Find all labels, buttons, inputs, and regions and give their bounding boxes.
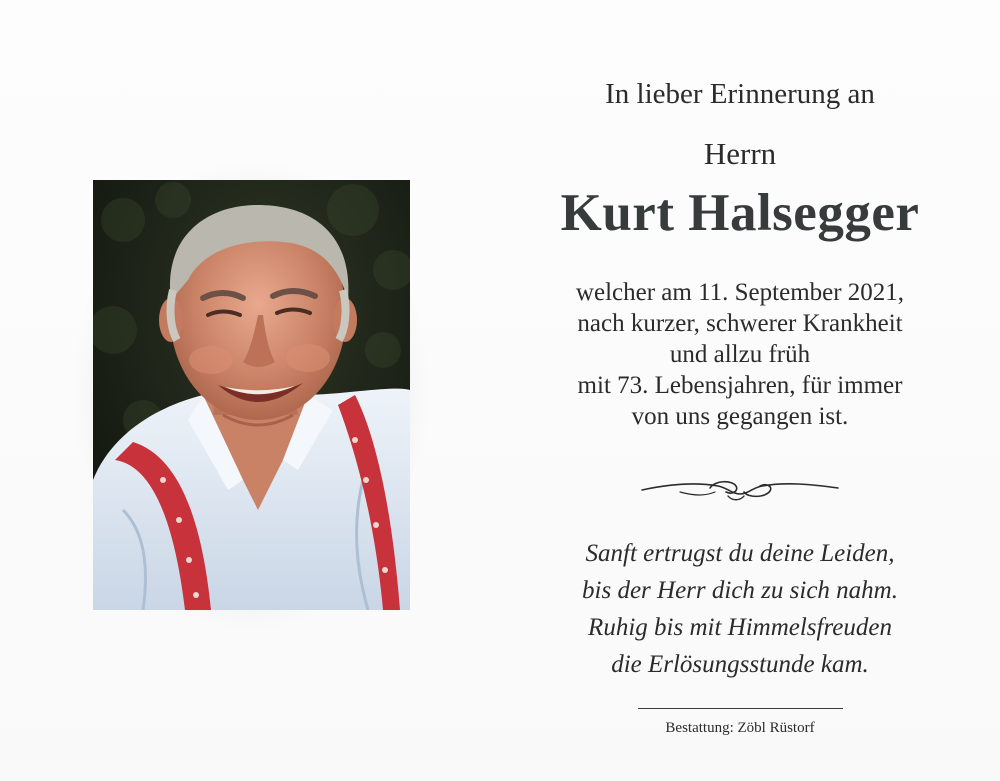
poem-line: die Erlösungsstunde kam. bbox=[611, 651, 869, 678]
deceased-name: Kurt Halsegger bbox=[560, 184, 920, 242]
flourish-divider-icon bbox=[640, 474, 840, 504]
poem-line: bis der Herr dich zu sich nahm. bbox=[582, 577, 898, 604]
poem-line: Sanft ertrugst du deine Leiden, bbox=[585, 540, 895, 567]
obituary-line: nach kurzer, schwerer Krankheit bbox=[577, 310, 903, 337]
portrait-illustration bbox=[93, 180, 410, 610]
poem-line: Ruhig bis mit Himmelsfreuden bbox=[588, 614, 892, 641]
obituary-text bbox=[530, 277, 950, 432]
poem-verse bbox=[530, 535, 950, 683]
obituary-line: mit 73. Lebensjahren, für immer bbox=[577, 372, 903, 399]
scan-speck bbox=[620, 52, 680, 58]
obituary-line: welcher am 11. September 2021, bbox=[575, 279, 905, 306]
footer-divider bbox=[638, 708, 843, 709]
intro-line: In lieber Erinnerung an bbox=[605, 78, 875, 110]
funeral-home-credit: Bestattung: Zöbl Rüstorf bbox=[665, 720, 815, 736]
obituary-line: und allzu früh bbox=[669, 341, 811, 368]
obituary-line: von uns gegangen ist. bbox=[631, 403, 849, 430]
salutation: Herrn bbox=[703, 136, 777, 171]
portrait-photo bbox=[93, 180, 410, 610]
